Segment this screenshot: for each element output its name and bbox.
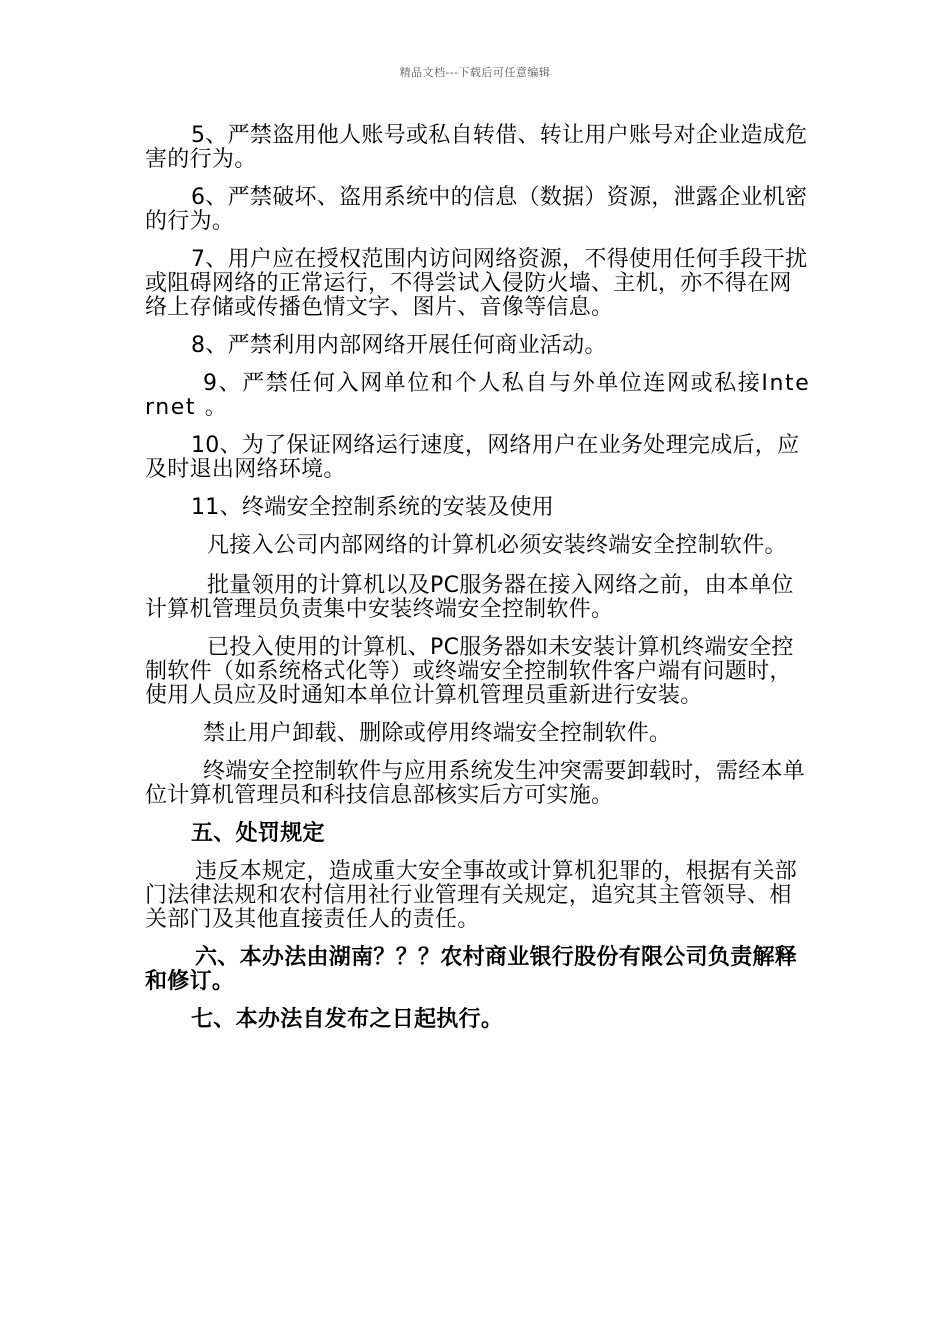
page-header-note: 精品文档---下载后可任意编辑 [399, 66, 551, 79]
clause-11-item-3: 已投入使用的计算机、PC服务器如未安装计算机终端安全控制软件（如系统格式化等）或终端安全控制软件客户端有问题时，使用人员应及时通知本单位计算机管理员重新进行安装。 [145, 635, 794, 708]
clause-8: 8、严禁利用内部网络开展任何商业活动。 [191, 333, 607, 358]
section-6: 六、本办法由湖南？？？农村商业银行股份有限公司负责解释和修订。 [145, 945, 798, 994]
clause-11: 11、终端安全控制系统的安装及使用 [191, 495, 555, 520]
clause-11-item-1: 凡接入公司内部网络的计算机必须安装终端安全控制软件。 [207, 533, 787, 558]
section-5-title: 五、处罚规定 [191, 821, 325, 846]
clause-11-item-2: 批量领用的计算机以及PC服务器在接入网络之前，由本单位计算机管理员负责集中安装终端安全控制软件。 [145, 573, 794, 622]
clause-10: 10、为了保证网络运行速度，网络用户在业务处理完成后，应及时退出网络环境。 [145, 433, 800, 482]
section-7: 七、本办法自发布之日起执行。 [191, 1007, 504, 1032]
clause-11-item-4: 禁止用户卸载、删除或停用终端安全控制软件。 [203, 721, 672, 746]
document-body [145, 124, 813, 1046]
clause-6: 6、严禁破坏、盗用系统中的信息（数据）资源，泄露企业机密的行为。 [145, 185, 808, 234]
clause-9: 9、严禁任何入网单位和个人私自与外单位连网或私接Internet 。 [145, 371, 811, 420]
section-5-body: 违反本规定，造成重大安全事故或计算机犯罪的，根据有关部门法律法规和农村信用社行业管理有关规定，追究其主管领导、相关部门及其他直接责任人的责任。 [145, 859, 798, 932]
clause-7: 7、用户应在授权范围内访问网络资源，不得使用任何手段干扰或阻碍网络的正常运行，不得尝试入侵防火墙、主机，亦不得在网络上存储或传播色情文字、图片、音像等信息。 [145, 247, 808, 320]
clause-11-item-5: 终端安全控制软件与应用系统发生冲突需要卸载时，需经本单位计算机管理员和科技信息部核实后方可实施。 [145, 759, 806, 808]
clause-5: 5、严禁盗用他人账号或私自转借、转让用户账号对企业造成危害的行为。 [145, 123, 808, 172]
